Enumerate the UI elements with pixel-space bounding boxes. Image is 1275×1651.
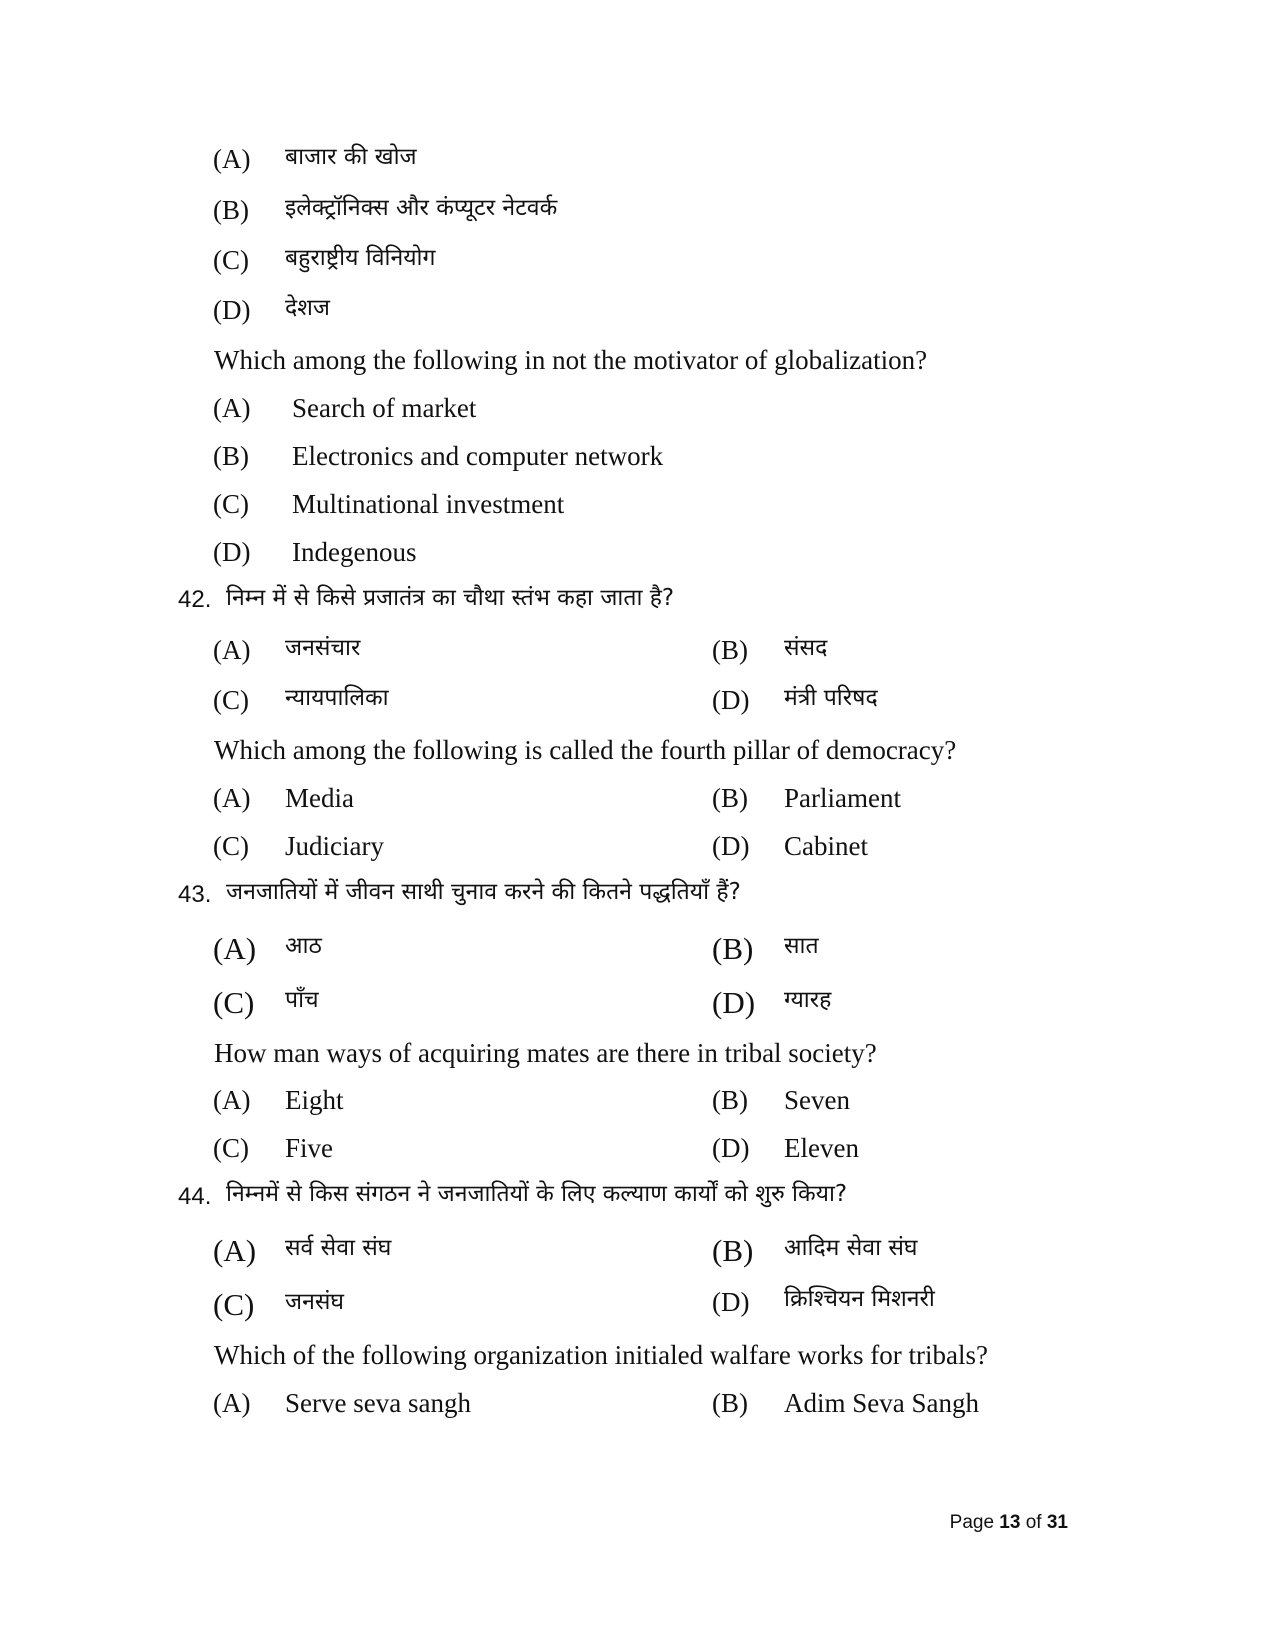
option-label: (B) — [712, 783, 748, 813]
question-number: 42. — [178, 586, 212, 613]
option-text: जनसंचार — [285, 635, 361, 661]
page-footer — [950, 1512, 1068, 1534]
current-page-number: 13 — [999, 1512, 1021, 1533]
option-label: (B) — [712, 635, 748, 665]
option-text: मंत्री परिषद — [784, 685, 878, 711]
total-pages-number: 31 — [1046, 1512, 1068, 1533]
option-label: (A) — [213, 1233, 257, 1268]
option-label: (C) — [213, 245, 249, 275]
option-text: Indegenous — [292, 537, 417, 567]
question-text-en: How man ways of acquiring mates are there in tribal society? — [214, 1038, 877, 1068]
option-label: (C) — [213, 831, 249, 861]
option-text: आठ — [285, 933, 322, 959]
question-text-hi: जनजातियों में जीवन साथी चुनाव करने की कितने पद्धतियाँ हैं? — [226, 879, 741, 905]
option-label: (A) — [213, 1085, 251, 1115]
option-label: (C) — [213, 1287, 255, 1322]
option-text: Eleven — [784, 1133, 859, 1163]
option-text: Parliament — [784, 783, 901, 813]
option-text: आदिम सेवा संघ — [784, 1235, 918, 1261]
option-label: (A) — [213, 144, 251, 174]
option-label: (B) — [712, 931, 754, 966]
option-text: Media — [285, 783, 354, 813]
option-text: जनसंघ — [285, 1289, 344, 1315]
option-text: पाँच — [285, 987, 319, 1013]
option-label: (C) — [213, 1133, 249, 1163]
option-label: (C) — [213, 685, 249, 715]
option-label: (D) — [712, 985, 756, 1020]
option-text: Judiciary — [285, 831, 384, 861]
option-text: Electronics and computer network — [292, 441, 664, 471]
option-text: संसद — [784, 635, 828, 661]
option-label: (A) — [213, 393, 251, 423]
option-text: Eight — [285, 1085, 344, 1115]
option-text: देशज — [285, 295, 330, 321]
option-label: (A) — [213, 931, 257, 966]
option-label: (C) — [213, 489, 249, 519]
option-label: (D) — [213, 295, 251, 325]
question-text-en: Which among the following in not the motivator of globalization? — [214, 345, 928, 375]
option-text: सात — [784, 933, 819, 959]
option-label: (D) — [213, 537, 251, 567]
option-label: (B) — [712, 1233, 754, 1268]
option-label: (B) — [712, 1085, 748, 1115]
option-label: (D) — [712, 685, 750, 715]
option-text: न्यायपालिका — [285, 685, 389, 711]
option-text: सर्व सेवा संघ — [285, 1235, 392, 1261]
option-text: बाजार की खोज — [285, 144, 417, 170]
option-text: Five — [285, 1133, 334, 1163]
option-label: (D) — [712, 1133, 750, 1163]
option-text: Seven — [784, 1085, 850, 1115]
option-text: Multinational investment — [292, 489, 565, 519]
option-text: इलेक्ट्रॉनिक्स और कंप्यूटर नेटवर्क — [285, 195, 558, 221]
option-label: (D) — [712, 831, 750, 861]
option-text: Search of market — [292, 393, 477, 423]
option-label: (B) — [213, 195, 249, 225]
option-label: (B) — [712, 1388, 748, 1418]
question-text-hi: निम्नमें से किस संगठन ने जनजातियों के लिए कल्याण कार्यों को शुरु किया? — [226, 1181, 848, 1207]
question-text-hi: निम्न में से किसे प्रजातंत्र का चौथा स्तंभ कहा जाता है? — [226, 585, 675, 611]
of-word: of — [1025, 1512, 1042, 1533]
option-label: (A) — [213, 1388, 251, 1418]
option-text: क्रिश्चियन मिशनरी — [784, 1286, 935, 1312]
question-text-en: Which among the following is called the fourth pillar of democracy? — [214, 735, 957, 765]
option-text: Cabinet — [784, 831, 868, 861]
option-label: (B) — [213, 441, 249, 471]
question-number: 44. — [178, 1183, 212, 1210]
option-text: ग्यारह — [784, 987, 832, 1013]
option-label: (A) — [213, 635, 251, 665]
question-text-en: Which of the following organization initialed walfare works for tribals? — [214, 1340, 989, 1370]
option-text: Serve seva sangh — [285, 1388, 471, 1418]
option-label: (D) — [712, 1287, 750, 1317]
page-word: Page — [949, 1512, 995, 1533]
option-text: बहुराष्ट्रीय विनियोग — [285, 245, 436, 271]
option-label: (A) — [213, 783, 251, 813]
option-text: Adim Seva Sangh — [784, 1388, 979, 1418]
option-label: (C) — [213, 985, 255, 1020]
question-number: 43. — [178, 881, 212, 908]
